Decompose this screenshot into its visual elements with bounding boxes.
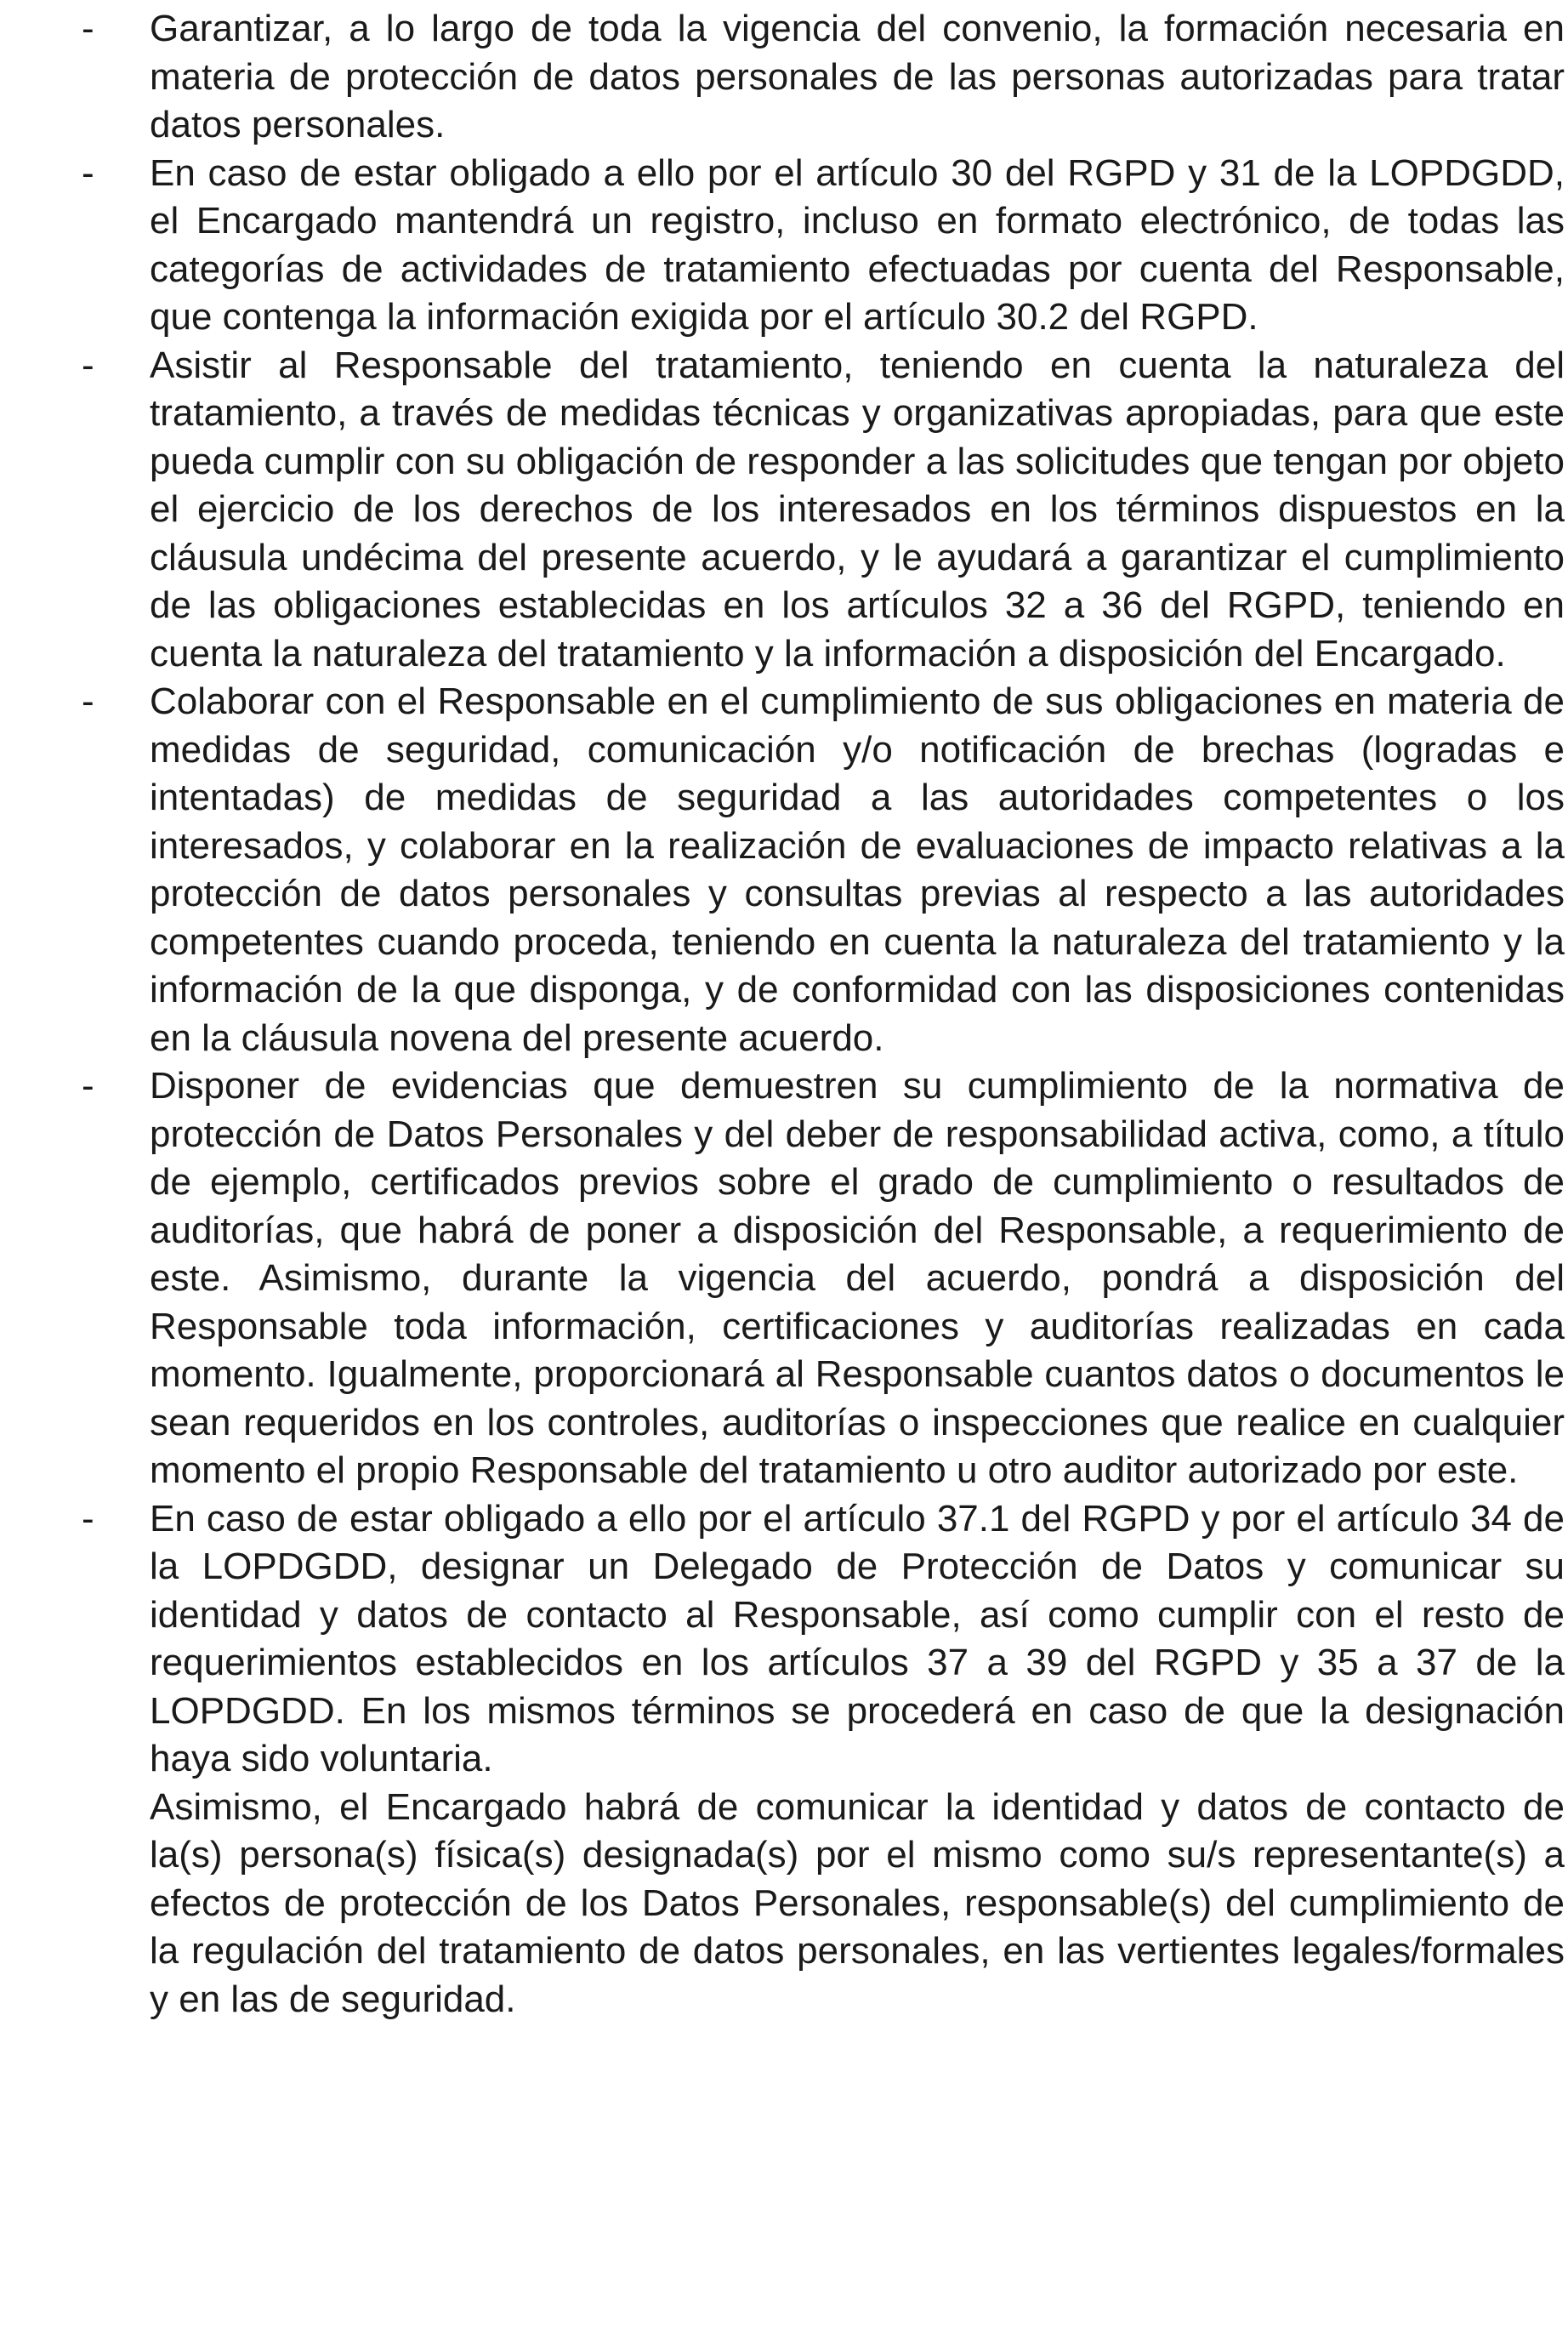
closing-paragraph: Asimismo, el Encargado habrá de comunicar la identidad y datos de contacto de la(s) persona(s) física(s) designada(s) por el mismo como su/s representante(s) a efectos de protección de los Datos Personales, responsable(s) del cumplimiento de la regulación del tratamiento de datos personales, en las vertientes legales/formales y en las de seguridad.: [150, 1785, 1565, 2020]
bullet-dash: -: [82, 8, 94, 49]
list-item: [82, 1495, 1565, 1784]
bullet-dash: -: [82, 151, 94, 194]
list-item: [82, 678, 1565, 1062]
list-item-text: Disponer de evidencias que demuestren su cumplimiento de la normativa de protección de Datos Personales y del deber de responsabilidad activa, como, a título de ejemplo, certificados previos sobre el grado de cumplimiento o resultados de auditorías, que habrá de poner a disposición del Responsable, a requerimiento de este. Asimismo, durante la vigencia del acuerdo, pondrá a disposición del Responsable toda información, certificaciones y auditorías realizadas en cada momento. Igualmente, proporcionará al Responsable cuantos datos o documentos le sean requeridos en los controles, auditorías o inspecciones que realice en cualquier momento el propio Responsable del tratamiento u otro auditor autorizado por este.: [150, 1065, 1565, 1491]
obligations-list: [82, 5, 1565, 2024]
list-item-text: Colaborar con el Responsable en el cumplimiento de sus obligaciones en materia de medidas de seguridad, comunicación y/o notificación de brechas (logradas e intentadas) de medidas de seguridad a las autoridades competentes o los interesados, y colaborar en la realización de evaluaciones de impacto relativas a la protección de datos personales y consultas previas al respecto a las autoridades competentes cuando proceda, teniendo en cuenta la naturaleza del tratamiento y la información de la que disponga, y de conformidad con las disposiciones contenidas en la cláusula novena del presente acuerdo.: [150, 680, 1565, 1059]
list-item-text: En caso de estar obligado a ello por el artículo 37.1 del RGPD y por el artículo 34 de la LOPDGDD, designar un Delegado de Protección de Datos y comunicar su identidad y datos de contacto al Responsable, así como cumplir con el resto de requerimientos establecidos en los artículos 37 a 39 del RGPD y 35 a 37 de la LOPDGDD. En los mismos términos se procederá en caso de que la designación haya sido voluntaria.: [150, 1497, 1565, 1779]
bullet-dash: -: [82, 1497, 94, 1540]
list-item-text: En caso de estar obligado a ello por el artículo 30 del RGPD y 31 de la LOPDGDD, el Encargado mantendrá un registro, incluso en formato electrónico, de todas las categorías de actividades de tratamiento efectuadas por cuenta del Responsable, que contenga la información exigida por el artículo 30.2 del RGPD.: [150, 151, 1565, 338]
list-item: [82, 1062, 1565, 1495]
bullet-dash: -: [82, 1065, 94, 1107]
bullet-dash: -: [82, 344, 94, 386]
list-item-text: Asistir al Responsable del tratamiento, teniendo en cuenta la naturaleza del tratamiento, a través de medidas técnicas y organizativas apropiadas, para que este pueda cumplir con su obligación de responder a las solicitudes que tengan por objeto el ejercicio de los derechos de los interesados en los términos dispuestos en la cláusula undécima del presente acuerdo, y le ayudará a garantizar el cumplimiento de las obligaciones establecidas en los artículos 32 a 36 del RGPD, teniendo en cuenta la naturaleza del tratamiento y la información a disposición del Encargado.: [150, 344, 1565, 675]
list-item: [82, 150, 1565, 342]
list-item-text: Garantizar, a lo largo de toda la vigencia del convenio, la formación necesaria en materia de protección de datos personales de las personas autorizadas para tratar datos personales.: [150, 8, 1565, 145]
list-item: [82, 342, 1565, 679]
bullet-dash: -: [82, 680, 94, 722]
list-item: [82, 5, 1565, 150]
